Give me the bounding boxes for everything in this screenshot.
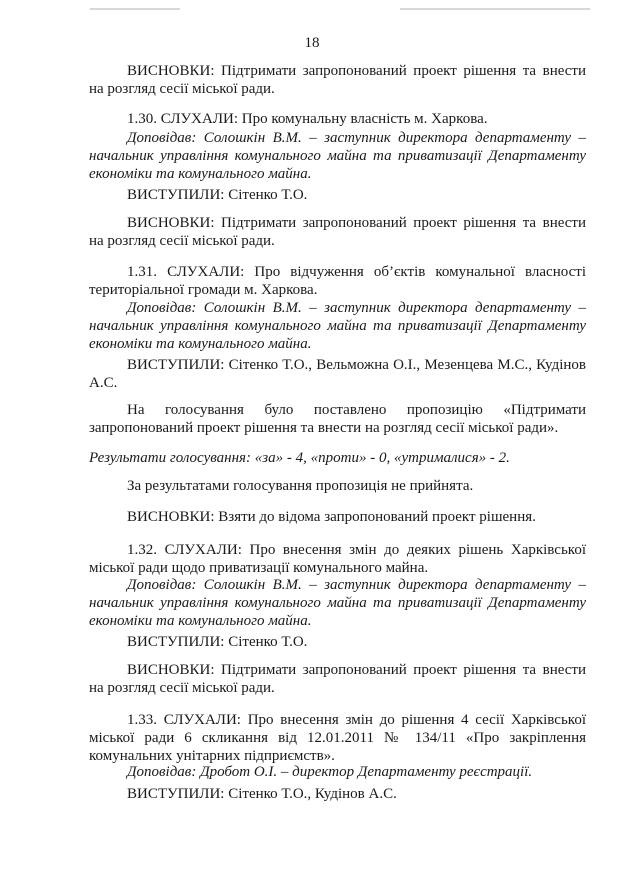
heard-item-1-33: 1.33. СЛУХАЛИ: Про внесення змін до рішення 4 сесії Харківської міської ради 6 скликання від 12.01.2011 № 134/11 «Про закріплення комунальних унітарних підприємств».: [89, 712, 586, 764]
speaker-paragraph: Доповідав: Дробот О.І. – директор Департаменту реєстрації.: [127, 764, 533, 780]
voting-proposal-paragraph: На голосування було поставлено пропозицію «Підтримати запропонований проект рішення та внести на розгляд сесії міської ради».: [89, 402, 586, 436]
page-number: 18: [304, 35, 320, 51]
heard-item-1-31: 1.31. СЛУХАЛИ: Про відчуження об’єктів комунальної власності територіальної громади м. Харкова.: [89, 264, 586, 298]
conclusion-paragraph: ВИСНОВКИ: Взяти до відома запропонований проект рішення.: [127, 509, 536, 525]
speaker-paragraph: Доповідав: Солошкін В.М. – заступник директора департаменту – начальник управління комунального майна та приватизації Департаменту економіки та комунального майна.: [89, 300, 586, 352]
heard-item-1-30: 1.30. СЛУХАЛИ: Про комунальну власність м. Харкова.: [127, 111, 488, 127]
heard-item-1-32: 1.32. СЛУХАЛИ: Про внесення змін до деяких рішень Харківської міської ради щодо приватизації комунального майна.: [89, 542, 586, 576]
speaker-paragraph: Доповідав: Солошкін В.М. – заступник директора департаменту – начальник управління комунального майна та приватизації Департаменту економіки та комунального майна.: [89, 130, 586, 182]
conclusion-paragraph: ВИСНОВКИ: Підтримати запропонований проект рішення та внести на розгляд сесії міської ради.: [89, 662, 586, 696]
spoke-paragraph: ВИСТУПИЛИ: Сітенко Т.О., Вельможна О.І., Мезенцева М.С., Кудінов А.С.: [89, 357, 586, 391]
scan-mark-right: [400, 8, 590, 10]
voting-outcome: За результатами голосування пропозиція не прийнята.: [127, 478, 474, 494]
spoke-paragraph: ВИСТУПИЛИ: Сітенко Т.О.: [127, 187, 308, 203]
conclusion-paragraph: ВИСНОВКИ: Підтримати запропонований проект рішення та внести на розгляд сесії міської ради.: [89, 215, 586, 249]
spoke-paragraph: ВИСТУПИЛИ: Сітенко Т.О., Кудінов А.С.: [127, 786, 397, 802]
scan-mark-left: [90, 8, 180, 10]
voting-results: Результати голосування: «за» - 4, «проти» - 0, «утрималися» - 2.: [89, 450, 510, 466]
speaker-paragraph: Доповідав: Солошкін В.М. – заступник директора департаменту – начальник управління комунального майна та приватизації Департаменту економіки та комунального майна.: [89, 577, 586, 629]
conclusion-paragraph: ВИСНОВКИ: Підтримати запропонований проект рішення та внести на розгляд сесії міської ради.: [89, 63, 586, 97]
spoke-paragraph: ВИСТУПИЛИ: Сітенко Т.О.: [127, 634, 308, 650]
